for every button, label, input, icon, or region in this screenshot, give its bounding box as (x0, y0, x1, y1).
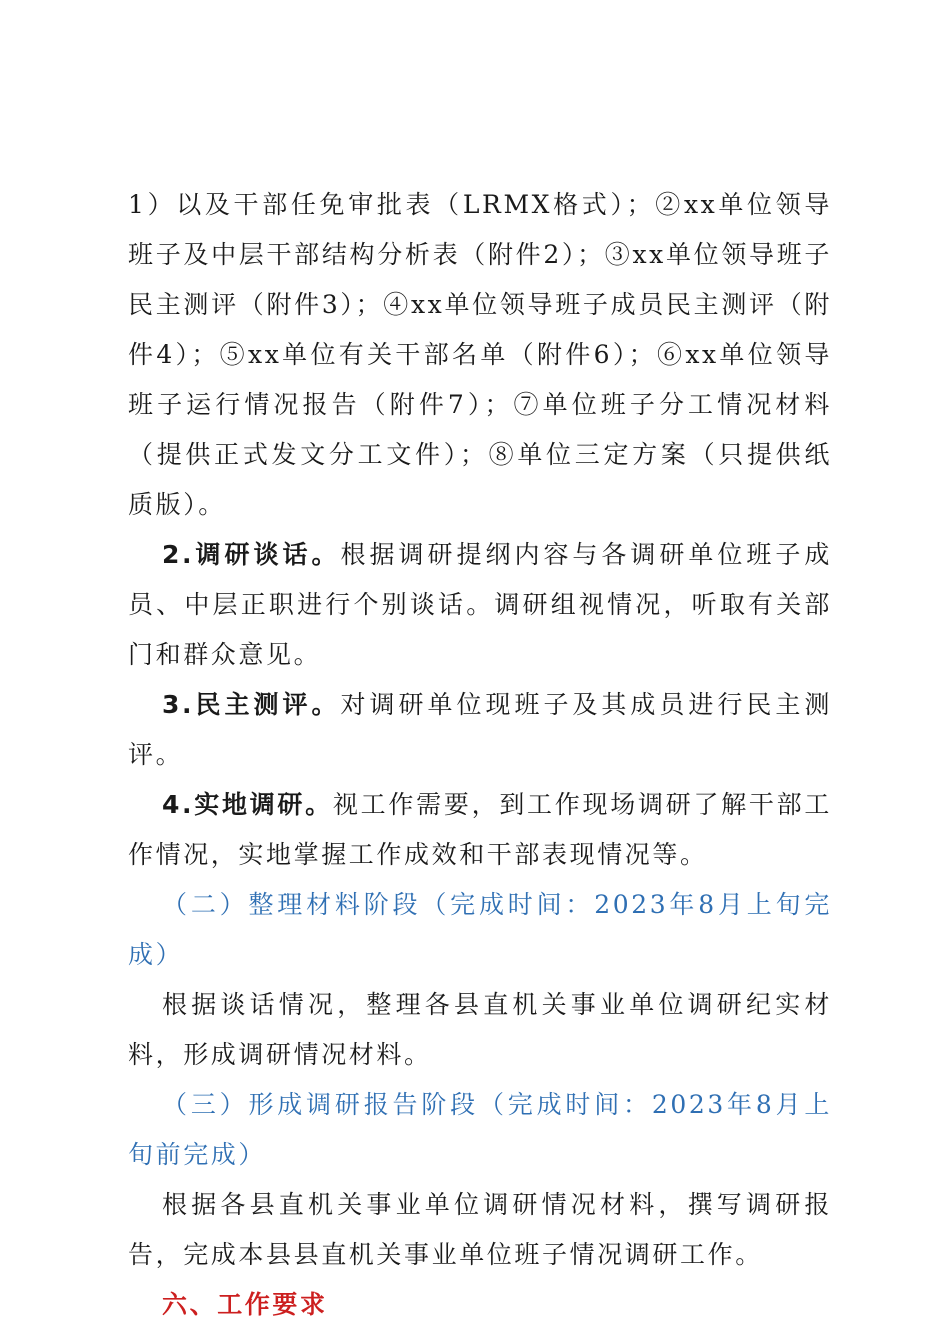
item-evaluation-body: 对调研单位现班子及其成员进行民主测评。 (128, 690, 832, 769)
item-evaluation (128, 680, 832, 780)
stage2-heading: （二）整理材料阶段（完成时间：2023年8月上旬完成） (128, 890, 832, 969)
stage3-heading: （三）形成调研报告阶段（完成时间：2023年8月上旬前完成） (128, 1090, 832, 1169)
item-interview-body: 根据调研提纲内容与各调研单位班子成员、中层正职进行个别谈话。调研组视情况，听取有关部门和群众意见。 (128, 540, 832, 669)
section6-heading: 六、工作要求 (162, 1290, 328, 1319)
document-body (128, 180, 832, 1330)
item-field-research-body: 视工作需要，到工作现场调研了解干部工作情况，实地掌握工作成效和干部表现情况等。 (128, 790, 832, 869)
item-field-research (128, 780, 832, 880)
item-field-research-heading: 4.实地调研。 (162, 790, 333, 819)
item-interview-heading: 2.调研谈话。 (162, 540, 341, 569)
stage2-body: 根据谈话情况，整理各县直机关事业单位调研纪实材料，形成调研情况材料。 (128, 990, 832, 1069)
item-evaluation-heading: 3.民主测评。 (162, 690, 341, 719)
materials-list-paragraph: 1）以及干部任免审批表（LRMX格式）；②xx单位领导班子及中层干部结构分析表（附件2）；③xx单位领导班子民主测评（附件3）；④xx单位领导班子成员民主测评（附件4）；⑤xx单位有关干部名单（附件6）；⑥xx单位领导班子运行情况报告（附件7）；⑦单位班子分工情况材料（提供正式发文分工文件）；⑧单位三定方案（只提供纸质版）。 (128, 190, 832, 519)
item-interview (128, 530, 832, 680)
stage3-body: 根据各县直机关事业单位调研情况材料，撰写调研报告，完成本县县直机关事业单位班子情况调研工作。 (128, 1190, 832, 1269)
